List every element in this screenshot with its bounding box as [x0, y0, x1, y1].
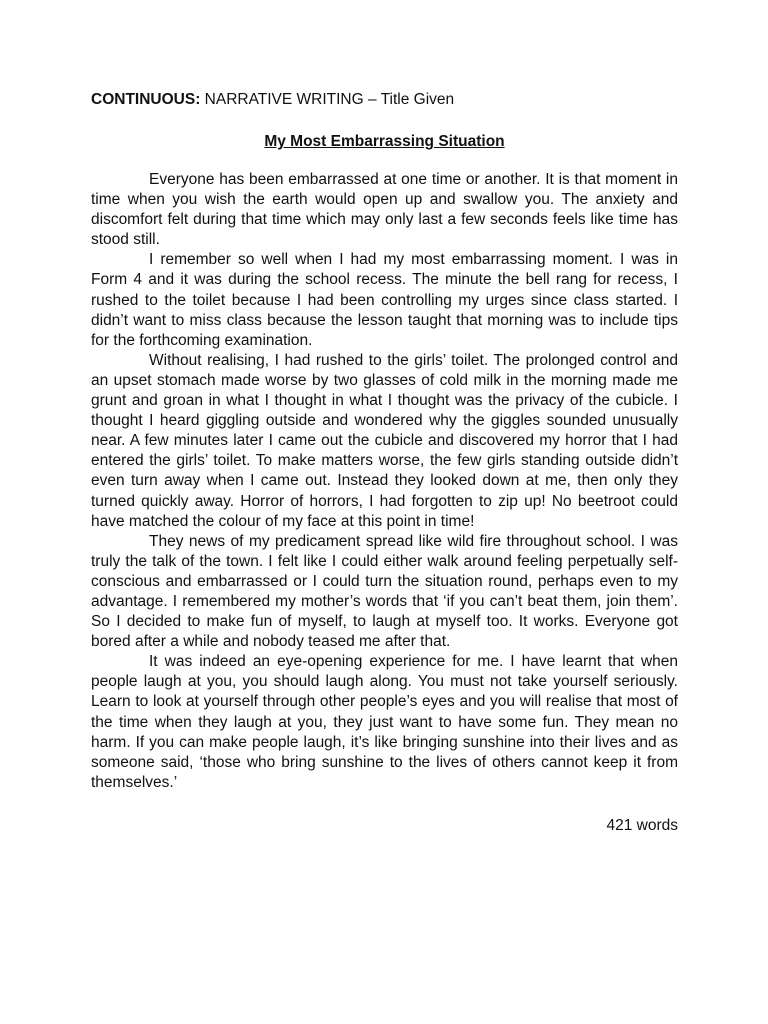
essay-title: My Most Embarrassing Situation [264, 133, 505, 150]
essay-body [91, 170, 678, 793]
section-heading-label: CONTINUOUS: [91, 91, 201, 108]
essay-paragraph-5: It was indeed an eye-opening experience for me. I have learnt that when people laugh at you, you should laugh along. You must not take yourself seriously. Learn to look at yourself through other people’s eyes and you will realise that most of the time when they laugh at you, they just want to have some fun. They mean no harm. If you can make people laugh, it’s like bringing sunshine into their lives and as someone said, ‘those who bring sunshine to the lives of others cannot keep it from themselves.’ [91, 653, 678, 791]
section-heading [91, 90, 678, 110]
section-heading-text: NARRATIVE WRITING – Title Given [200, 91, 455, 108]
word-count: 421 words [606, 816, 678, 834]
essay-paragraph-4: They news of my predicament spread like wild fire throughout school. I was truly the talk of the town. I felt like I could either walk around feeling perpetually self-conscious and embarrassed or I could turn the situation round, perhaps even to my advantage. I remembered my mother’s words that ‘if you can’t beat them, join them’. So I decided to make fun of myself, to laugh at myself too. It works. Everyone got bored after a while and nobody teased me after that. [91, 532, 678, 651]
essay-paragraph-1: Everyone has been embarrassed at one time or another. It is that moment in time when you wish the earth would open up and swallow you. The anxiety and discomfort felt during that time which may only last a few seconds feels like time has stood still. [91, 171, 678, 249]
document-page [91, 90, 678, 836]
essay-paragraph-3: Without realising, I had rushed to the girls’ toilet. The prolonged control and an upset stomach made worse by two glasses of cold milk in the morning made me grunt and groan in what I thought in what I thought was the privacy of the cubicle. I thought I heard giggling outside and wondered why the giggles sounded unusually near. A few minutes later I came out the cubicle and discovered my horror that I had entered the girls’ toilet. To make matters worse, the few girls standing outside didn’t even turn away when I came out. Instead they looked down at me, then only they turned quickly away. Horror of horrors, I had forgotten to zip up! No beetroot could have matched the colour of my face at this point in time! [91, 351, 678, 530]
essay-paragraph-2: I remember so well when I had my most embarrassing moment. I was in Form 4 and it was during the school recess. The minute the bell rang for recess, I rushed to the toilet because I had been controlling my urges since class started. I didn’t want to miss class because the lesson taught that morning was to include tips for the forthcoming examination. [91, 251, 678, 349]
